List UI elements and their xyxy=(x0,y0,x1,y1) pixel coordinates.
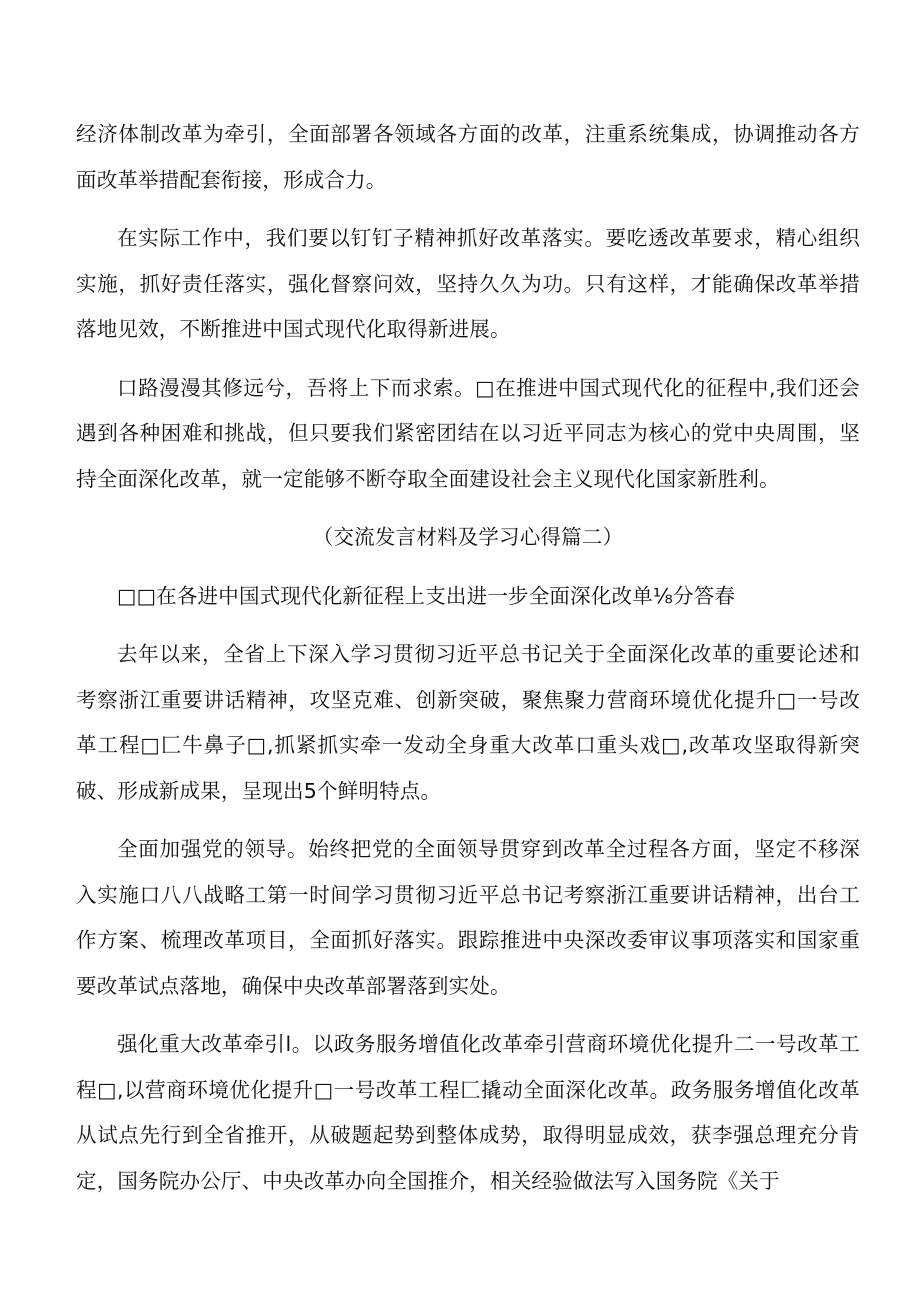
section-heading: （交流发言材料及学习心得篇二） xyxy=(312,525,624,549)
paragraph-since-last-year: 去年以来，全省上下深入学习贯彻习近平总书记关于全面深化改革的重要论述和考察浙江重要讲话精神，攻坚克难、创新突破，聚焦聚力营商环境优化提升□一号改革工程□匚牛鼻子□,抓紧抓实牵一发动全身重大改革口重头戏□,改革攻坚取得新突破、形成新成果，呈现出5个鲜明特点。 xyxy=(76,642,860,803)
paragraph-major-reform: 强化重大改革牵引l。以政务服务增值化改革牵引营商环境优化提升二一号改革工程□,以营商环境优化提升□一号改革工程匚撬动全面深化改革。政务服务增值化改革从试点先行到全省推开，从破题起势到整体成势，取得明显成效，获李强总理充分肯定，国务院办公厅、中央改革办向全国推介，相关经验做法写入国务院《关于 xyxy=(76,1032,860,1193)
section-subtitle: □□在各进中国式现代化新征程上支出进一步全面深化改单⅛分答春 xyxy=(117,583,736,608)
paragraph-practical-work: 在实际工作中，我们要以钉钉子精神抓好改革落实。要吃透改革要求，精心组织实施，抓好责任落实，强化督察问效，坚持久久为功。只有这样，才能确保改革举措落地见效，不断推进中国式现代化取得新进展。 xyxy=(76,226,860,341)
document-body xyxy=(76,112,860,1217)
paragraph-party-leadership: 全面加强党的领导。始终把党的全面领导贯穿到改革全过程各方面，坚定不移深入实施口八八战略工第一时间学习贯彻习近平总书记考察浙江重要讲话精神，出台工作方案、梳理改革项目，全面抓好落实。跟踪推进中央深改委审议事项落实和国家重要改革试点落地，确保中央改革部署落到实处。 xyxy=(76,837,860,998)
paragraph-continued: 经济体制改革为牵引，全面部署各领域各方面的改革，注重系统集成，协调推动各方面改革举措配套衔接，形成合力。 xyxy=(76,122,860,192)
paragraph-long-road: 口路漫漫其修远兮，吾将上下而求索。□在推进中国式现代化的征程中,我们还会遇到各种困难和挑战，但只要我们紧密团结在以习近平同志为核心的党中央周围，坚持全面深化改革，就一定能够不断夺取全面建设社会主义现代化国家新胜利。 xyxy=(76,375,860,491)
